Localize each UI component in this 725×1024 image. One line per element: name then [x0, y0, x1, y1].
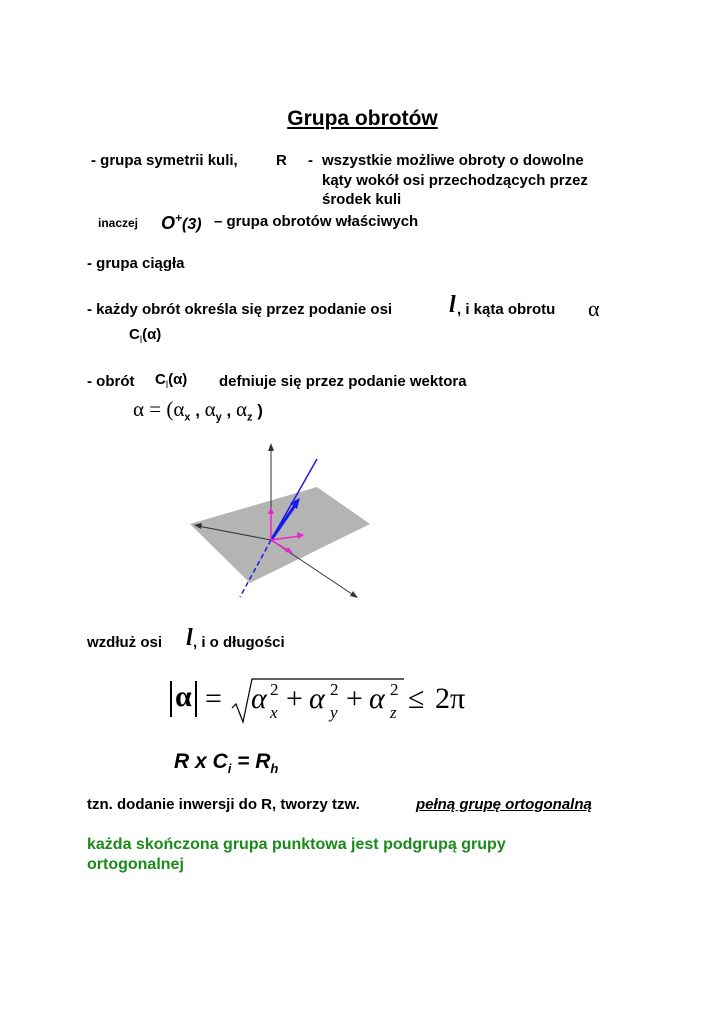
line-inversion: tzn. dodanie inwersji do R, tworzy tzw.	[87, 796, 360, 813]
cl-sub: l	[139, 335, 143, 346]
product-equation	[174, 750, 278, 776]
cl2-C: C	[155, 371, 166, 388]
plus-1: +	[286, 682, 303, 715]
rxc-h: h	[270, 761, 279, 777]
abs-bar-right	[195, 681, 197, 717]
formula-alpha: α	[175, 680, 192, 713]
line-continuous-group: - grupa ciągła	[87, 255, 185, 272]
line-all-rotations-2: kąty wokół osi przechodzących przez	[322, 172, 588, 189]
vec-sy: y	[215, 411, 222, 424]
cl2-arg: (α)	[168, 371, 188, 388]
vec-ay: α	[204, 397, 216, 421]
o3-base: O	[161, 213, 176, 233]
rotation-axis-diagram	[180, 435, 380, 610]
vec-sz: z	[246, 411, 253, 424]
cl-symbol	[129, 326, 161, 346]
two-pi: 2π	[435, 682, 466, 715]
line-defined-by-vector: defniuje się przez podanie wektora	[219, 373, 467, 390]
conclusion-line-1: każda skończona grupa punktowa jest podgrupą grupy	[87, 836, 506, 853]
full-orthogonal-group: pełną grupę ortogonalną	[416, 796, 592, 813]
o3-arg: (3)	[182, 216, 202, 233]
term-x	[251, 682, 267, 716]
cl-C: C	[129, 326, 140, 343]
page-title: Grupa obrotów	[287, 107, 438, 130]
vec-ax: α	[173, 397, 185, 421]
rxc-i: i	[227, 761, 232, 777]
term-x-sup: 2	[270, 680, 279, 699]
line-rotation-angle: , i kąta obrotu	[457, 301, 556, 318]
vec-sep2: ,	[221, 401, 236, 420]
axis-vertical-arrow	[268, 443, 274, 451]
vec-sx: x	[184, 411, 191, 424]
o3-symbol	[161, 211, 202, 234]
line-along-axis: wzdłuż osi	[87, 634, 162, 651]
term-y-sup: 2	[330, 680, 339, 699]
label-inaczej: inaczej	[98, 216, 139, 230]
term-z-sup: 2	[390, 680, 399, 699]
cl-symbol-2	[155, 371, 187, 391]
vec-alpha: α = (	[133, 397, 174, 421]
plane	[190, 487, 370, 583]
rxc-eq: = R	[231, 750, 271, 773]
vector-definition	[133, 397, 263, 423]
cl2-sub: l	[165, 380, 169, 391]
less-equal: ≤	[408, 682, 425, 715]
abs-bar-left	[170, 681, 172, 717]
term-x-alpha: α	[251, 682, 267, 715]
axis-symbol-l: l	[449, 292, 456, 318]
rxc-R: R x C	[174, 750, 228, 773]
line-length: , i o długości	[193, 634, 285, 651]
vec-az: α	[235, 397, 247, 421]
plus-2: +	[346, 682, 363, 715]
axis-symbol-l-2: l	[186, 625, 193, 651]
line-every-rotation: - każdy obrót określa się przez podanie osi	[87, 301, 393, 318]
o3-sup: +	[175, 211, 183, 225]
term-z-alpha: α	[369, 682, 385, 715]
vec-close: )	[252, 401, 263, 420]
o3-description: – grupa obrotów właściwych	[214, 213, 419, 230]
axis-diagonal-arrow	[350, 591, 358, 598]
term-z-sub: z	[390, 703, 397, 722]
vec-sep1: ,	[190, 401, 205, 420]
formula-equals: =	[205, 682, 222, 715]
line-all-rotations-1: wszystkie możliwe obroty o dowolne	[322, 152, 584, 169]
line-symmetry-group: - grupa symetrii kuli,	[91, 152, 238, 169]
alpha-symbol: α	[588, 296, 600, 321]
term-x-sub: x	[270, 703, 278, 722]
term-y-sub: y	[330, 703, 338, 722]
dash: -	[308, 152, 313, 169]
term-y-alpha: α	[309, 682, 325, 715]
cl-arg: (α)	[142, 326, 162, 343]
line-rotation: - obrót	[87, 373, 135, 390]
magnitude-formula	[170, 680, 197, 730]
conclusion-line-2: ortogonalnej	[87, 856, 184, 873]
line-all-rotations-3: środek kuli	[322, 191, 402, 208]
symbol-R: R	[276, 152, 287, 169]
